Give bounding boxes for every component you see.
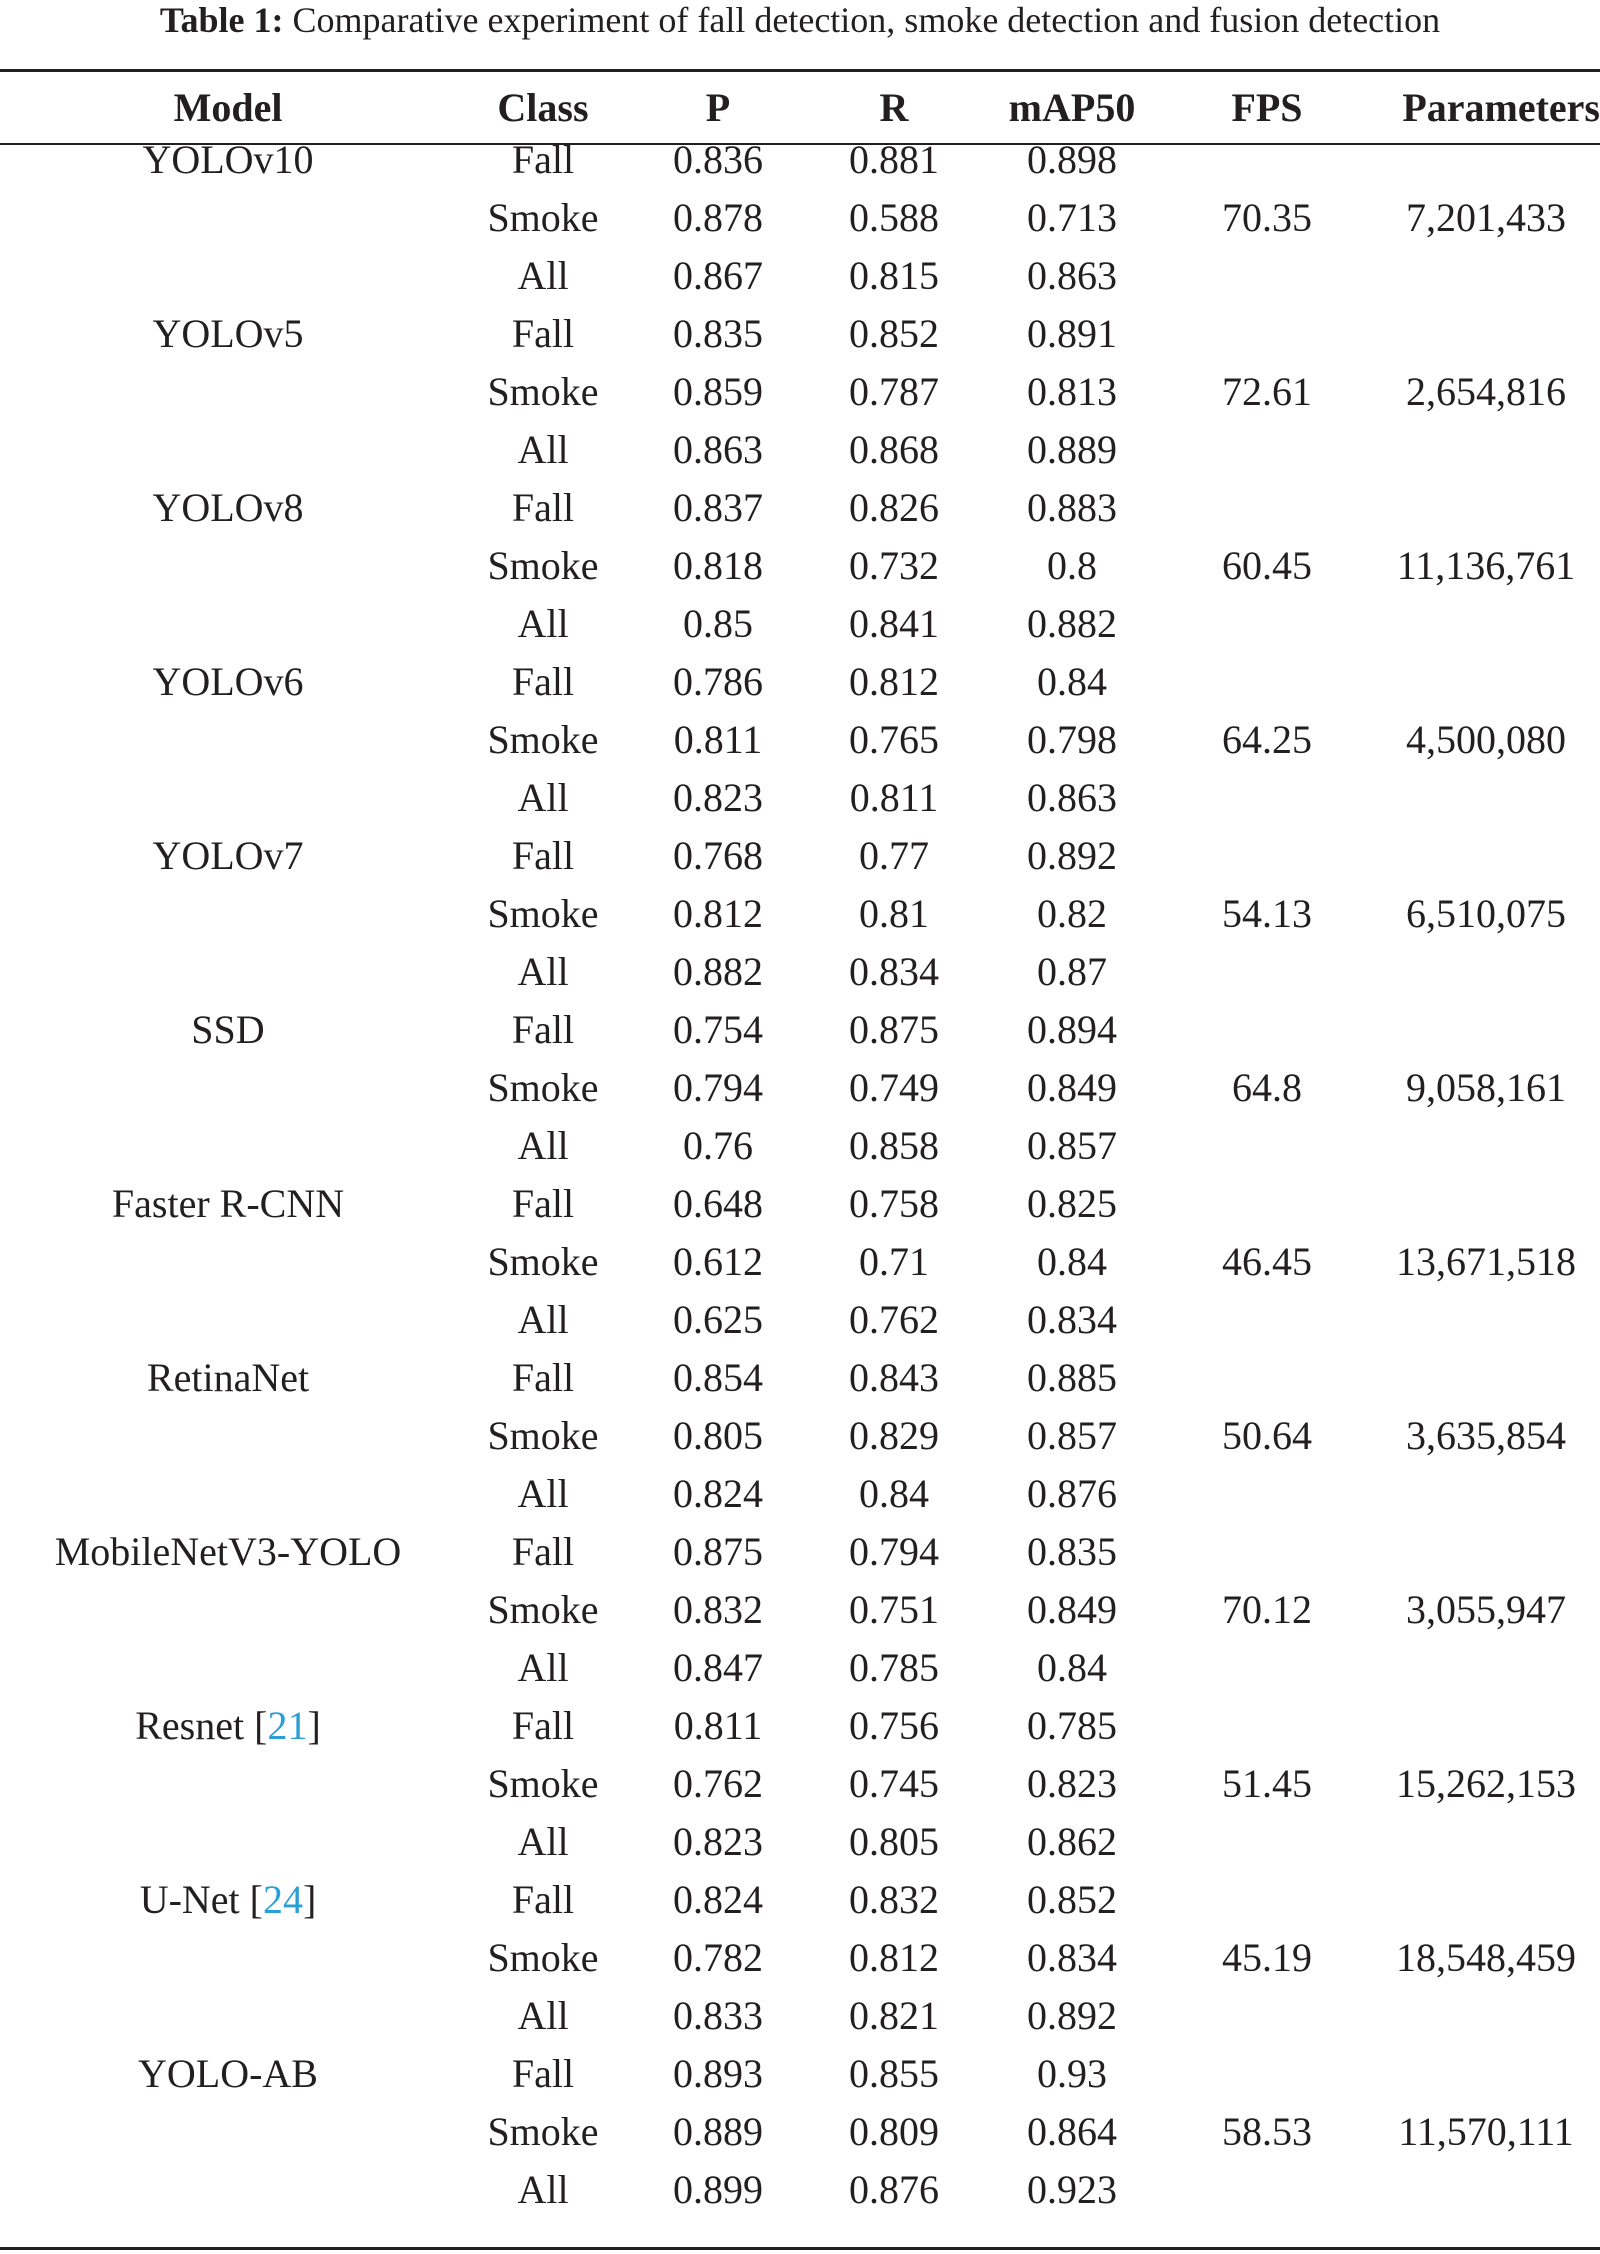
precision-cell: 0.782 [673, 1935, 763, 1980]
recall-cell: 0.812 [849, 659, 939, 704]
recall-cell: 0.881 [849, 137, 939, 182]
recall-cell: 0.821 [849, 1993, 939, 2038]
model-name: SSD [191, 1007, 265, 1052]
model-name-cell: U-Net [24] [139, 1877, 317, 1922]
recall-cell: 0.81 [859, 891, 929, 936]
recall-cell: 0.826 [849, 485, 939, 530]
precision-cell: 0.835 [673, 311, 763, 356]
map50-cell: 0.825 [1027, 1181, 1117, 1226]
parameters-cell: 2,654,816 [1406, 369, 1566, 414]
map50-cell: 0.892 [1027, 833, 1117, 878]
precision-cell: 0.867 [673, 253, 763, 298]
model-name: MobileNetV3-YOLO [54, 1529, 402, 1574]
map50-cell: 0.785 [1027, 1703, 1117, 1748]
model-name: YOLOv10 [142, 137, 314, 182]
class-cell: All [517, 949, 569, 994]
map50-cell: 0.885 [1027, 1355, 1117, 1400]
recall-cell: 0.841 [849, 601, 939, 646]
model-name-cell [0, 1527, 456, 1577]
precision-cell: 0.76 [683, 1123, 753, 1168]
class-cell: Fall [511, 1007, 575, 1052]
fps-cell: 58.53 [1222, 2109, 1312, 2154]
header-r: R [879, 85, 909, 130]
model-name-cell: Resnet [21] [135, 1703, 321, 1748]
map50-cell: 0.898 [1027, 137, 1117, 182]
model-name: Faster R-CNN [111, 1181, 345, 1226]
header-model: Model [173, 85, 283, 130]
recall-cell: 0.875 [849, 1007, 939, 1052]
header-p: P [705, 85, 731, 130]
map50-cell: 0.834 [1027, 1935, 1117, 1980]
map50-cell: 0.823 [1027, 1761, 1117, 1806]
model-name-cell [0, 2049, 456, 2099]
class-cell: Fall [511, 2051, 575, 2096]
map50-cell: 0.864 [1027, 2109, 1117, 2154]
class-cell: Smoke [487, 2109, 599, 2154]
recall-cell: 0.756 [849, 1703, 939, 1748]
recall-cell: 0.876 [849, 2167, 939, 2212]
precision-cell: 0.823 [673, 1819, 763, 1864]
class-cell: Smoke [487, 1935, 599, 1980]
precision-cell: 0.863 [673, 427, 763, 472]
class-cell: Fall [511, 1355, 575, 1400]
precision-cell: 0.85 [683, 601, 753, 646]
parameters-cell: 6,510,075 [1406, 891, 1566, 936]
parameters-cell: 7,201,433 [1406, 195, 1566, 240]
map50-cell: 0.852 [1027, 1877, 1117, 1922]
class-cell: Smoke [487, 543, 599, 588]
class-cell: Fall [511, 311, 575, 356]
map50-cell: 0.798 [1027, 717, 1117, 762]
map50-cell: 0.882 [1027, 601, 1117, 646]
map50-cell: 0.93 [1037, 2051, 1107, 2096]
parameters-cell: 3,055,947 [1406, 1587, 1566, 1632]
precision-cell: 0.805 [673, 1413, 763, 1458]
map50-cell: 0.894 [1027, 1007, 1117, 1052]
precision-cell: 0.786 [673, 659, 763, 704]
precision-cell: 0.837 [673, 485, 763, 530]
class-cell: All [517, 1123, 569, 1168]
recall-cell: 0.794 [849, 1529, 939, 1574]
precision-cell: 0.889 [673, 2109, 763, 2154]
class-cell: All [517, 1471, 569, 1516]
class-cell: Fall [511, 659, 575, 704]
precision-cell: 0.823 [673, 775, 763, 820]
precision-cell: 0.824 [673, 1471, 763, 1516]
precision-cell: 0.878 [673, 195, 763, 240]
table-caption-text: Comparative experiment of fall detection, smoke detection and fusion detection [292, 0, 1441, 40]
recall-cell: 0.811 [849, 775, 939, 820]
precision-cell: 0.899 [673, 2167, 763, 2212]
class-cell: Fall [511, 1877, 575, 1922]
recall-cell: 0.843 [849, 1355, 939, 1400]
map50-cell: 0.891 [1027, 311, 1117, 356]
model-name-cell [0, 1005, 456, 1055]
recall-cell: 0.588 [849, 195, 939, 240]
precision-cell: 0.859 [673, 369, 763, 414]
model-name: YOLOv5 [152, 311, 304, 356]
precision-cell: 0.625 [673, 1297, 763, 1342]
map50-cell: 0.857 [1027, 1123, 1117, 1168]
table-top-rule [0, 69, 1600, 72]
precision-cell: 0.893 [673, 2051, 763, 2096]
class-cell: Smoke [487, 369, 599, 414]
model-name: YOLOv6 [152, 659, 304, 704]
recall-cell: 0.765 [849, 717, 939, 762]
fps-cell: 64.25 [1222, 717, 1312, 762]
header-fps: FPS [1231, 85, 1303, 130]
model-name-cell [0, 1353, 456, 1403]
class-cell: All [517, 601, 569, 646]
precision-cell: 0.875 [673, 1529, 763, 1574]
fps-cell: 51.45 [1222, 1761, 1312, 1806]
class-cell: Fall [511, 485, 575, 530]
citation-link[interactable]: 24 [262, 1877, 303, 1922]
class-cell: All [517, 1645, 569, 1690]
recall-cell: 0.745 [849, 1761, 939, 1806]
recall-cell: 0.858 [849, 1123, 939, 1168]
model-name-cell [0, 831, 456, 881]
class-cell: Smoke [487, 1239, 599, 1284]
class-cell: Fall [511, 1529, 575, 1574]
fps-cell: 70.12 [1222, 1587, 1312, 1632]
map50-cell: 0.813 [1027, 369, 1117, 414]
map50-cell: 0.87 [1037, 949, 1107, 994]
recall-cell: 0.84 [859, 1471, 929, 1516]
parameters-cell: 4,500,080 [1406, 717, 1566, 762]
fps-cell: 46.45 [1222, 1239, 1312, 1284]
map50-cell: 0.857 [1027, 1413, 1117, 1458]
model-name: YOLOv7 [152, 833, 304, 878]
parameters-cell: 11,570,111 [1398, 2109, 1574, 2154]
map50-cell: 0.8 [1047, 543, 1097, 588]
model-name: YOLOv8 [152, 485, 304, 530]
recall-cell: 0.787 [849, 369, 939, 414]
fps-cell: 50.64 [1222, 1413, 1312, 1458]
map50-cell: 0.84 [1037, 1239, 1107, 1284]
class-cell: Smoke [487, 1065, 599, 1110]
map50-cell: 0.862 [1027, 1819, 1117, 1864]
model-name-cell [0, 657, 456, 707]
precision-cell: 0.811 [673, 717, 763, 762]
recall-cell: 0.751 [849, 1587, 939, 1632]
recall-cell: 0.785 [849, 1645, 939, 1690]
map50-cell: 0.889 [1027, 427, 1117, 472]
precision-cell: 0.794 [673, 1065, 763, 1110]
header-class: Class [497, 85, 589, 130]
model-name: U-Net [139, 1877, 240, 1922]
precision-cell: 0.882 [673, 949, 763, 994]
header-parameters: Parameters [1402, 85, 1600, 130]
parameters-cell: 11,136,761 [1396, 543, 1576, 588]
recall-cell: 0.805 [849, 1819, 939, 1864]
recall-cell: 0.749 [849, 1065, 939, 1110]
precision-cell: 0.762 [673, 1761, 763, 1806]
precision-cell: 0.768 [673, 833, 763, 878]
parameters-cell: 15,262,153 [1396, 1761, 1576, 1806]
parameters-cell: 3,635,854 [1406, 1413, 1566, 1458]
class-cell: Smoke [487, 195, 599, 240]
precision-cell: 0.833 [673, 1993, 763, 2038]
model-name-cell [0, 483, 456, 533]
model-name-cell [0, 309, 456, 359]
class-cell: Smoke [487, 1587, 599, 1632]
parameters-cell: 13,671,518 [1396, 1239, 1576, 1284]
class-cell: All [517, 1993, 569, 2038]
header-map50: mAP50 [1008, 85, 1136, 130]
map50-cell: 0.863 [1027, 253, 1117, 298]
map50-cell: 0.883 [1027, 485, 1117, 530]
recall-cell: 0.758 [849, 1181, 939, 1226]
precision-cell: 0.754 [673, 1007, 763, 1052]
class-cell: All [517, 2167, 569, 2212]
class-cell: All [517, 253, 569, 298]
fps-cell: 45.19 [1222, 1935, 1312, 1980]
table-caption [0, 0, 1600, 40]
class-cell: Fall [511, 1181, 575, 1226]
map50-cell: 0.923 [1027, 2167, 1117, 2212]
citation-link[interactable]: 21 [267, 1703, 308, 1748]
map50-cell: 0.892 [1027, 1993, 1117, 2038]
model-name-cell [0, 135, 456, 185]
map50-cell: 0.849 [1027, 1587, 1117, 1632]
precision-cell: 0.648 [673, 1181, 763, 1226]
recall-cell: 0.812 [849, 1935, 939, 1980]
fps-cell: 64.8 [1232, 1065, 1302, 1110]
recall-cell: 0.829 [849, 1413, 939, 1458]
recall-cell: 0.832 [849, 1877, 939, 1922]
map50-cell: 0.84 [1037, 659, 1107, 704]
model-name: RetinaNet [146, 1355, 310, 1400]
model-name-cell [0, 1179, 456, 1229]
recall-cell: 0.868 [849, 427, 939, 472]
parameters-cell: 18,548,459 [1396, 1935, 1576, 1980]
class-cell: All [517, 1819, 569, 1864]
precision-cell: 0.812 [673, 891, 763, 936]
recall-cell: 0.855 [849, 2051, 939, 2096]
precision-cell: 0.836 [673, 137, 763, 182]
fps-cell: 54.13 [1222, 891, 1312, 936]
class-cell: Smoke [487, 717, 599, 762]
map50-cell: 0.82 [1037, 891, 1107, 936]
class-cell: Smoke [487, 891, 599, 936]
class-cell: All [517, 775, 569, 820]
recall-cell: 0.809 [849, 2109, 939, 2154]
precision-cell: 0.612 [673, 1239, 763, 1284]
precision-cell: 0.811 [673, 1703, 763, 1748]
model-name: YOLO-AB [138, 2051, 318, 2096]
table-caption-label: Table 1: [159, 0, 284, 40]
class-cell: Fall [511, 1703, 575, 1748]
recall-cell: 0.77 [859, 833, 929, 878]
recall-cell: 0.71 [859, 1239, 929, 1284]
map50-cell: 0.849 [1027, 1065, 1117, 1110]
fps-cell: 60.45 [1222, 543, 1312, 588]
map50-cell: 0.834 [1027, 1297, 1117, 1342]
precision-cell: 0.847 [673, 1645, 763, 1690]
class-cell: Fall [511, 833, 575, 878]
map50-cell: 0.713 [1027, 195, 1117, 240]
fps-cell: 70.35 [1222, 195, 1312, 240]
class-cell: All [517, 427, 569, 472]
class-cell: Fall [511, 137, 575, 182]
class-cell: All [517, 1297, 569, 1342]
parameters-cell: 9,058,161 [1406, 1065, 1566, 1110]
recall-cell: 0.852 [849, 311, 939, 356]
fps-cell: 72.61 [1222, 369, 1312, 414]
precision-cell: 0.824 [673, 1877, 763, 1922]
map50-cell: 0.863 [1027, 775, 1117, 820]
class-cell: Smoke [487, 1761, 599, 1806]
recall-cell: 0.834 [849, 949, 939, 994]
map50-cell: 0.835 [1027, 1529, 1117, 1574]
precision-cell: 0.832 [673, 1587, 763, 1632]
class-cell: Smoke [487, 1413, 599, 1458]
model-name: Resnet [135, 1703, 245, 1748]
recall-cell: 0.815 [849, 253, 939, 298]
recall-cell: 0.732 [849, 543, 939, 588]
precision-cell: 0.854 [673, 1355, 763, 1400]
table-bottom-rule [0, 2247, 1600, 2250]
recall-cell: 0.762 [849, 1297, 939, 1342]
precision-cell: 0.818 [673, 543, 763, 588]
map50-cell: 0.876 [1027, 1471, 1117, 1516]
map50-cell: 0.84 [1037, 1645, 1107, 1690]
